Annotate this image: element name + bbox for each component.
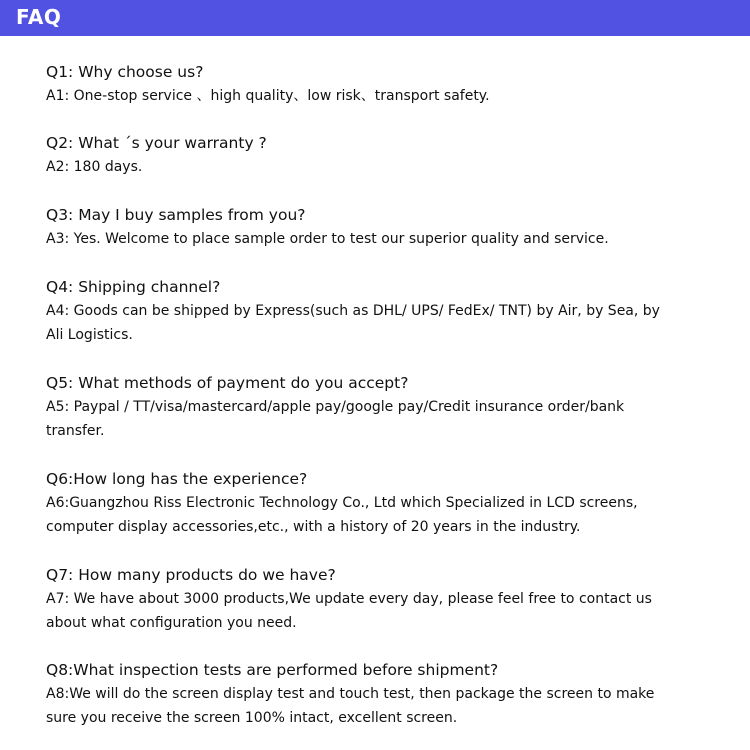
faq-question: Q7: How many products do we have? <box>46 566 336 584</box>
faq-answer-line: A6:Guangzhou Riss Electronic Technology Co., Ltd which Specialized in LCD screens, <box>46 495 638 511</box>
faq-answer-line: A3: Yes. Welcome to place sample order to test our superior quality and service. <box>46 231 609 247</box>
faq-item-5 <box>46 372 726 443</box>
faq-item-3 <box>46 204 726 251</box>
faq-question: Q4: Shipping channel? <box>46 278 221 296</box>
faq-answer-line: Ali Logistics. <box>46 327 133 343</box>
faq-answer-line: A2: 180 days. <box>46 159 143 175</box>
faq-answer <box>46 587 726 635</box>
faq-answer-line: about what configuration you need. <box>46 615 297 631</box>
faq-question: Q1: Why choose us? <box>46 63 204 81</box>
faq-answer-line: sure you receive the screen 100% intact, excellent screen. <box>46 710 458 726</box>
faq-answer <box>46 491 726 539</box>
faq-item-8 <box>46 659 726 730</box>
faq-question: Q8:What inspection tests are performed before shipment? <box>46 661 499 679</box>
faq-question: Q6:How long has the experience? <box>46 470 308 488</box>
faq-answer <box>46 227 726 251</box>
faq-question: Q2: What ´s your warranty ? <box>46 134 267 152</box>
faq-answer <box>46 395 726 443</box>
faq-answer-line: A7: We have about 3000 products,We update every day, please feel free to contact us <box>46 591 652 607</box>
faq-answer <box>46 682 726 730</box>
faq-item-1 <box>46 61 726 108</box>
faq-item-2 <box>46 132 726 179</box>
faq-answer-line: A5: Paypal / TT/visa/mastercard/apple pay/google pay/Credit insurance order/bank <box>46 399 625 415</box>
faq-answer-line: A4: Goods can be shipped by Express(such as DHL/ UPS/ FedEx/ TNT) by Air, by Sea, by <box>46 303 660 319</box>
faq-answer-line: transfer. <box>46 423 105 439</box>
faq-answer <box>46 155 726 179</box>
faq-answer <box>46 84 726 108</box>
faq-item-4 <box>46 276 726 347</box>
faq-item-6 <box>46 468 726 539</box>
faq-header-bar <box>0 0 750 36</box>
faq-question: Q5: What methods of payment do you accept? <box>46 374 409 392</box>
faq-answer-line: A8:We will do the screen display test and touch test, then package the screen to make <box>46 686 655 702</box>
faq-answer <box>46 299 726 347</box>
faq-answer-line: A1: One-stop service 、high quality、low risk、transport safety. <box>46 88 490 104</box>
faq-item-7 <box>46 564 726 635</box>
faq-title: FAQ <box>16 5 62 29</box>
faq-answer-line: computer display accessories,etc., with a history of 20 years in the industry. <box>46 519 581 535</box>
faq-question: Q3: May I buy samples from you? <box>46 206 306 224</box>
